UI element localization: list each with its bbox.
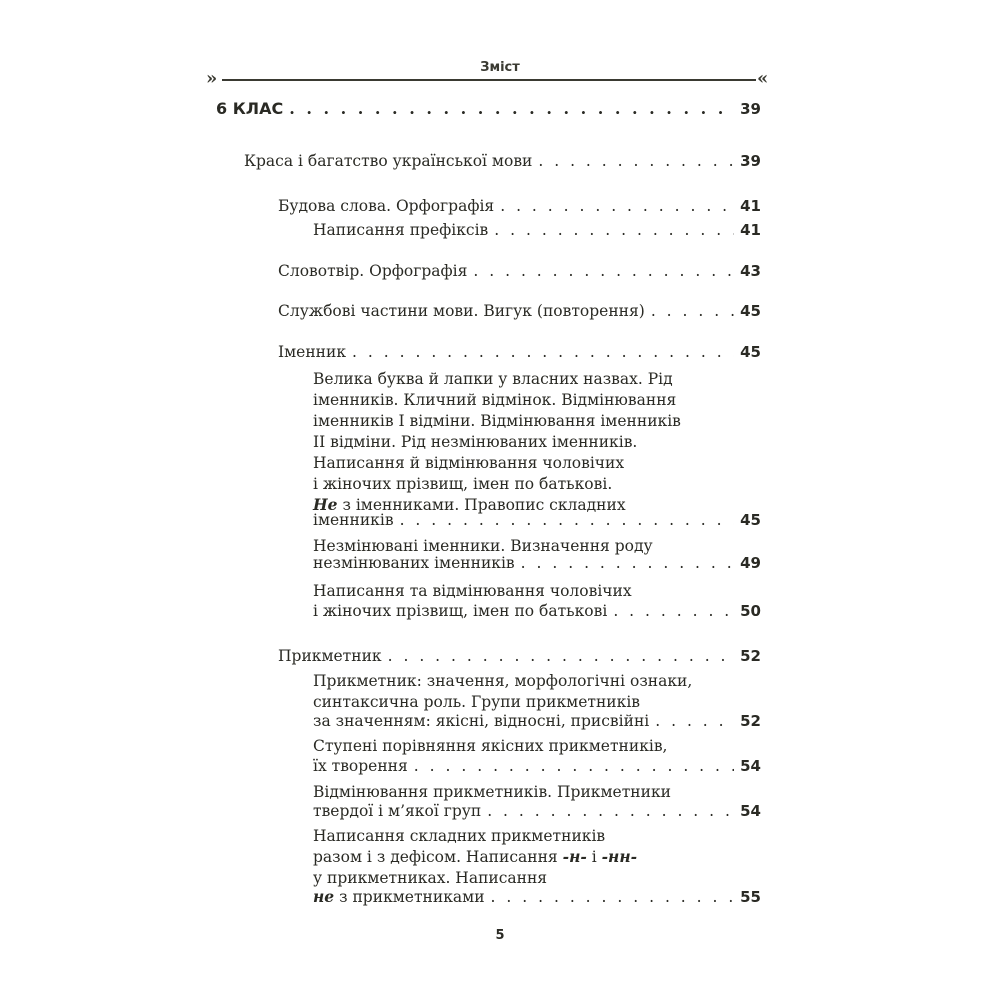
- toc-entry-line: Написання складних прикметників: [313, 827, 606, 845]
- toc-page-number: 55: [740, 888, 761, 906]
- toc-leader: [400, 510, 735, 530]
- toc-leader: [651, 301, 734, 321]
- toc-entry-text: і: [586, 848, 602, 866]
- toc-entry-text-rest: з прикметниками: [334, 888, 485, 906]
- toc-entry-line: ІІ відміни. Рід незмінюваних іменників.: [313, 433, 638, 451]
- toc-entry-text: твердої і м’якої груп: [313, 802, 482, 820]
- header-ornament-right: «: [757, 68, 769, 89]
- toc-leader: [500, 196, 734, 216]
- toc-page-number: 43: [740, 262, 761, 280]
- toc-entry-last-line: [313, 801, 761, 821]
- toc-page-number: 41: [740, 221, 761, 239]
- toc-entry-last-line: [313, 553, 761, 573]
- toc-entry-line: Написання й відмінювання чоловічих: [313, 454, 625, 472]
- toc-entry-prykmetnyk[interactable]: [278, 646, 761, 666]
- toc-page-number: 54: [740, 802, 761, 820]
- toc-entry-line: іменників. Кличний відмінок. Відмінювання: [313, 391, 677, 409]
- running-head-title: Зміст: [480, 60, 520, 75]
- toc-leader: [352, 342, 734, 362]
- toc-page-number: 52: [740, 712, 761, 730]
- toc-entry-line: і жіночих прізвищ, імен по батькові.: [313, 475, 613, 493]
- folio-page-number: 5: [495, 928, 505, 943]
- toc-entry-text: незмінюваних іменників: [313, 554, 515, 572]
- toc-entry-line: у прикметниках. Написання: [313, 869, 548, 887]
- toc-entry-text: і жіночих прізвищ, імен по батькові: [313, 602, 608, 620]
- toc-entry-budova[interactable]: [278, 196, 761, 216]
- italic-term: не: [313, 887, 335, 906]
- toc-entry-line: синтаксична роль. Групи прикметників: [313, 693, 640, 711]
- header-rule: [222, 79, 756, 81]
- toc-entry-text: 6 КЛАС: [216, 99, 284, 118]
- toc-entry-line: іменників І відміни. Відмінювання іменників: [313, 412, 681, 430]
- toc-page-number: 50: [740, 602, 761, 620]
- toc-entry-line: Прикметник: значення, морфологічні ознаки,: [313, 672, 693, 690]
- toc-entry-line: Відмінювання прикметників. Прикметники: [313, 783, 671, 801]
- toc-leader: [494, 220, 734, 240]
- toc-leader: [487, 801, 734, 821]
- toc-entry-text: Будова слова. Орфографія: [278, 197, 495, 215]
- header-ornament-left: »: [206, 68, 218, 89]
- toc-leader: [388, 646, 735, 666]
- toc-entry-prefiksy[interactable]: [313, 220, 761, 240]
- toc-entry-text: [313, 887, 485, 907]
- toc-entry-krasa[interactable]: [244, 151, 761, 171]
- toc-entry-last-line: [313, 887, 761, 907]
- italic-term: -н-: [562, 847, 587, 866]
- toc-entry-text: за значенням: якісні, відносні, присвійні: [313, 712, 650, 730]
- toc-page-number: 54: [740, 757, 761, 775]
- toc-entry-last-line: [313, 711, 761, 731]
- toc-entry-sluzhbovi[interactable]: [278, 301, 761, 321]
- toc-entry-text: з іменниками. Правопис складних: [337, 496, 626, 514]
- toc-leader: [521, 553, 734, 573]
- toc-page-number: 49: [740, 554, 761, 572]
- toc-entry-text: Прикметник: [278, 647, 382, 665]
- toc-entry-text: іменників: [313, 511, 394, 529]
- toc-page-number: 45: [740, 511, 761, 529]
- toc-page-number: 52: [740, 647, 761, 665]
- toc-page-number: 45: [740, 302, 761, 320]
- toc-leader: [538, 151, 734, 171]
- toc-leader: [414, 756, 734, 776]
- toc-entry-line: Незмінювані іменники. Визначення роду: [313, 537, 653, 555]
- toc-entry-line: [313, 847, 637, 867]
- toc-leader: [655, 711, 734, 731]
- toc-entry-text: Краса і багатство української мови: [244, 152, 533, 170]
- toc-entry-line: Ступені порівняння якісних прикметників,: [313, 737, 668, 755]
- toc-entry-text: Словотвір. Орфографія: [278, 262, 468, 280]
- toc-entry-class6[interactable]: [216, 99, 761, 119]
- toc-entry-text: разом і з дефісом. Написання: [313, 848, 563, 866]
- toc-leader: [613, 601, 734, 621]
- toc-entry-last-line: [313, 756, 761, 776]
- toc-entry-line: Велика буква й лапки у власних назвах. Рід: [313, 370, 673, 388]
- toc-page-number: 41: [740, 197, 761, 215]
- toc-entry-last-line: [313, 510, 761, 530]
- toc-entry-text: Іменник: [278, 343, 347, 361]
- toc-leader: [289, 99, 734, 118]
- toc-entry-last-line: [313, 601, 761, 621]
- toc-entry-slovotvir[interactable]: [278, 261, 761, 281]
- toc-entry-text: Написання префіксів: [313, 221, 489, 239]
- toc-leader: [491, 887, 735, 907]
- toc-page-number: 45: [740, 343, 761, 361]
- toc-page-number: 39: [740, 100, 761, 118]
- toc-page-number: 39: [740, 152, 761, 170]
- toc-entry-text: Службові частини мови. Вигук (повторення): [278, 302, 645, 320]
- italic-term: -нн-: [601, 847, 638, 866]
- toc-entry-text: їх творення: [313, 757, 408, 775]
- toc-entry-imennyk[interactable]: [278, 342, 761, 362]
- italic-term: Не: [313, 495, 338, 514]
- toc-entry-line: Написання та відмінювання чоловічих: [313, 582, 632, 600]
- toc-leader: [473, 261, 734, 281]
